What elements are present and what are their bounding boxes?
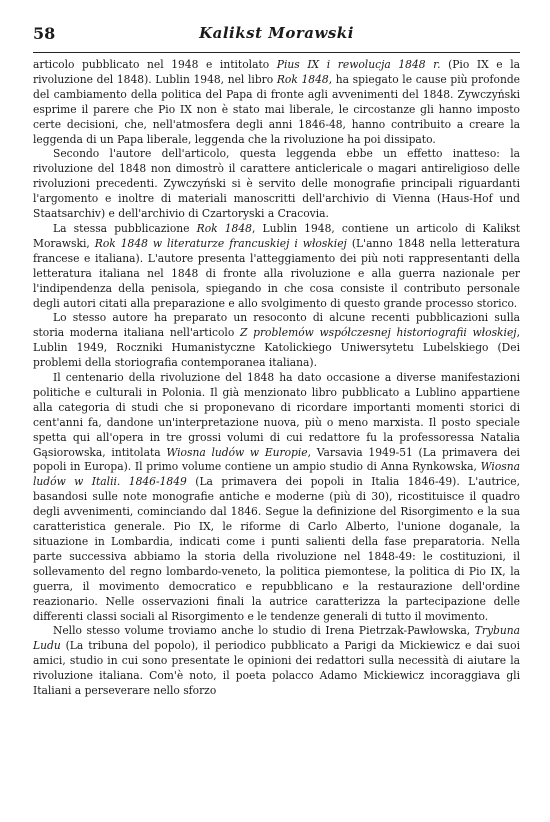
italic-title: Rok 1848 <box>196 221 252 235</box>
italic-title: Rok 1848 w literaturze francuskiej i włoskiej <box>94 236 347 250</box>
page-header <box>33 18 520 53</box>
paragraph <box>33 624 520 699</box>
text-run: , Lublin 1948, contiene un articolo di Kalikst Morawski, <box>33 221 520 250</box>
paragraph <box>33 371 520 624</box>
page-number: 58 <box>33 24 56 43</box>
italic-title: Pius IX i rewolucja 1848 r. <box>276 58 441 71</box>
text-run: , Lublin 1949, Roczniki Humanistyczne Katolickiego Uniwersytetu Lubelskiego (Dei problemi della storiografia contemporanea italiana). <box>33 326 520 370</box>
text-run: Secondo l'autore dell'articolo, questa leggenda ebbe un effetto inatteso: la rivoluzione del 1848 non dimostrò il carattere anticlericale o magari antireligioso delle rivoluzioni precedenti. Zywczyński si è servito delle monografie principali riguardanti l'argomento e inoltre di materiali manoscritti dell'archivio di Vienna (Haus-Hof und Staatsarchiv) e dell'archivio di Czartoryski a Cracovia. <box>33 147 520 221</box>
paragraph <box>33 222 520 311</box>
italic-title: Wiosna ludów w Europie <box>166 445 308 459</box>
paragraph <box>33 147 520 222</box>
body-text <box>33 58 520 699</box>
text-run: Il centenario della rivoluzione del 1848 ha dato occasione a diverse manifestazioni politiche e culturali in Polonia. Il già menzionato libro pubblicato a Lublino appartiene alla categoria di studi che si proponevano di ricordare importanti momenti storici di cent'anni fa, dandone un'interpretazione nuova, più o meno marxista. Il posto speciale spetta qui all'opera in tre grossi volumi di cui redattore fu la professoressa Natalia Gąsiorowska, intitolata <box>33 371 520 459</box>
italic-title: Rok 1848 <box>276 72 329 86</box>
paragraph <box>33 311 520 371</box>
text-run: , ha spiegato le cause più profonde del cambiamento della politica del Papa di fronte agli avvenimenti del 1848. Zywczyński esprime il parere che Pio IX non è stato mai liberale, le circostanze gli hanno imposto certe decisioni, che, nell'atmosfera degli anni 1846-48, hanno contribuito a creare la leggenda di un Papa liberale, leggenda che la rivoluzione ha poi dissipato. <box>33 72 521 146</box>
text-run: (La tribuna del popolo), il periodico pubblicato a Parigi da Mickiewicz e dai suoi amici, studio in cui sono presentate le opinioni dei redattori sulla necessità di aiutare la rivoluzione italiana. Com'è noto, il poeta polacco Adamo Mickiewicz incoraggiava gli Italiani a perseverare nello sforzo <box>33 639 520 698</box>
paragraph <box>33 58 520 147</box>
italic-title: Z problemów współczesnej historiografii włoskiej <box>239 326 517 340</box>
text-run: Lo stesso autore ha preparato un resoconto di alcune recenti pubblicazioni sulla storia moderna italiana nell'articolo <box>33 311 520 340</box>
text-run: Nello stesso volume troviamo anche lo studio di Irena Pietrzak-Pawłowska, <box>53 624 475 638</box>
text-run: (L'anno 1848 nella letteratura francese e italiana). L'autore presenta l'atteggiamento dei più noti rappresentanti della letteratura italiana nel 1848 di fronte alla rivoluzione e alla guerra nazionale per l'indipendenza della penisola, spiegando in che cosa consiste il contributo personale degli autori citati alla preparazione e allo svolgimento di questo grande processo storico. <box>33 236 521 310</box>
italic-title: Wiosna ludów w Italii. 1846-1849 <box>33 460 520 489</box>
italic-title: Trybuna Ludu <box>33 624 520 653</box>
text-run: (La primavera dei popoli in Italia 1846-49). L'autrice, basandosi sulle note monografie antiche e moderne (più di 30), ricostituisce il quadro degli avvenimenti, cominciando dal 1846. Segue la definizione del Risorgimento e la sua caratteristica generale. Pio IX, le riforme di Carlo Alberto, l'unione doganale, la situazione in Lombardia, indicati come i punti salienti della fase preparatoria. Nella parte successiva abbiamo la storia della rivoluzione nel 1848-49: le costituzioni, il sollevamento del regno lombardo-veneto, la politica piemontese, la politica di Pio IX, la guerra, il movimento democratico e repubblicano e la restaurazione dell'ordine reazionario. Nelle osservazioni finali la autrice caratterizza la partecipazione delle differenti classi sociali al Risorgimento e le tendenze generali di tutto il movimento. <box>33 475 521 623</box>
text-run: articolo pubblicato nel 1948 e intitolato <box>33 58 277 71</box>
text-run: , Varsavia 1949-51 (La primavera dei popoli in Europa). Il primo volume contiene un ampio studio di Anna Rynkowska, <box>33 445 520 474</box>
text-run: La stessa pubblicazione <box>53 221 197 235</box>
running-title: Kalikst Morawski <box>199 24 354 42</box>
text-run: (Pio IX e la rivoluzione del 1848). Lublin 1948, nel libro <box>33 58 521 86</box>
